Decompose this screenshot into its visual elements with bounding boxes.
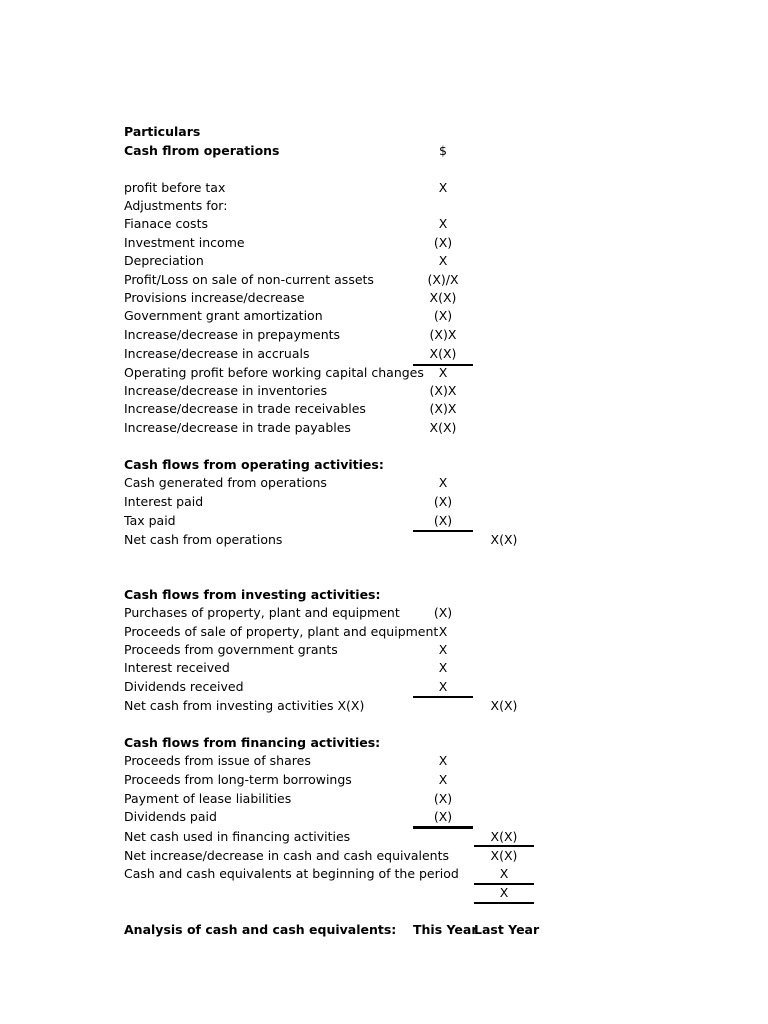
- row-label: Operating profit before working capital changes: [124, 365, 424, 380]
- total-rule: [474, 902, 534, 904]
- row-label: Net increase/decrease in cash and cash equivalents: [124, 848, 450, 863]
- row-value: X: [438, 660, 448, 675]
- table-row: [0, 252, 768, 270]
- financing-section-title: [0, 734, 768, 752]
- row-label: Increase/decrease in accruals: [124, 346, 310, 361]
- row-value: X(X): [429, 346, 457, 361]
- table-row: [0, 493, 768, 511]
- row-value: (X): [433, 235, 453, 250]
- row-value: (X): [433, 308, 453, 323]
- row-label: Proceeds of sale of property, plant and equipment: [124, 624, 439, 639]
- analysis-header-row: [0, 921, 768, 939]
- table-row: [0, 828, 768, 846]
- total-value: X: [499, 885, 509, 900]
- net-value: X(X): [490, 532, 518, 547]
- row-value: X: [438, 216, 448, 231]
- row-value: (X)X: [429, 401, 457, 416]
- row-label: Increase/decrease in trade receivables: [124, 401, 366, 416]
- table-row: [0, 215, 768, 233]
- row-label: Increase/decrease in inventories: [124, 383, 328, 398]
- table-row: [0, 531, 768, 549]
- row-value: X: [438, 642, 448, 657]
- row-particulars: [0, 123, 768, 141]
- row-value: (X): [433, 494, 453, 509]
- section-heading: Analysis of cash and cash equivalents:: [124, 922, 397, 937]
- row-label: Depreciation: [124, 253, 204, 268]
- table-row: [0, 771, 768, 789]
- row-value: (X)X: [429, 383, 457, 398]
- operating-section-title: [0, 456, 768, 474]
- row-label: Tax paid: [124, 513, 176, 528]
- table-row: [0, 197, 768, 215]
- this-year-header: This Year: [413, 922, 478, 937]
- row-label: Profit/Loss on sale of non-current assets: [124, 272, 374, 287]
- section-heading: Cash flows from financing activities:: [124, 735, 381, 750]
- table-row: [0, 364, 768, 382]
- table-row: [0, 790, 768, 808]
- table-row: [0, 474, 768, 492]
- particulars-heading: Particulars: [124, 124, 201, 139]
- section-heading: Cash flows from operating activities:: [124, 457, 384, 472]
- row-label: Proceeds from long-term borrowings: [124, 772, 352, 787]
- table-row: [0, 382, 768, 400]
- net-value: X(X): [490, 848, 518, 863]
- table-row: [0, 884, 768, 902]
- row-value: X(X): [429, 290, 457, 305]
- row-value: (X)X: [429, 327, 457, 342]
- table-row: [0, 604, 768, 622]
- row-label: Dividends paid: [124, 809, 217, 824]
- table-row: [0, 697, 768, 715]
- row-value: X(X): [429, 420, 457, 435]
- section-heading: Cash flows from investing activities:: [124, 587, 381, 602]
- row-label: Fianace costs: [124, 216, 208, 231]
- row-value: (X): [433, 513, 453, 528]
- row-label: Cash and cash equivalents at beginning of the period: [124, 866, 459, 881]
- row-value: X: [438, 365, 448, 380]
- table-row: [0, 847, 768, 865]
- row-label: Net cash from investing activities X(X): [124, 698, 365, 713]
- row-label: profit before tax: [124, 180, 226, 195]
- row-value: X: [438, 679, 448, 694]
- last-year-header: Last Year: [474, 922, 540, 937]
- row-value: X: [438, 253, 448, 268]
- net-value: X: [499, 866, 509, 881]
- currency-symbol: $: [439, 143, 447, 158]
- net-value: X(X): [490, 829, 518, 844]
- table-row: [0, 659, 768, 677]
- row-value: (X): [433, 605, 453, 620]
- row-label: Provisions increase/decrease: [124, 290, 305, 305]
- row-value: X: [438, 772, 448, 787]
- table-row: [0, 641, 768, 659]
- table-row: [0, 512, 768, 530]
- table-row: [0, 271, 768, 289]
- table-row: [0, 623, 768, 641]
- row-label: Proceeds from issue of shares: [124, 753, 311, 768]
- row-label: Increase/decrease in trade payables: [124, 420, 351, 435]
- row-value: (X)/X: [427, 272, 459, 287]
- table-row: [0, 419, 768, 437]
- table-row: [0, 752, 768, 770]
- row-label: Increase/decrease in prepayments: [124, 327, 341, 342]
- row-value: X: [438, 475, 448, 490]
- row-value: X: [438, 624, 448, 639]
- table-row: [0, 289, 768, 307]
- row-label: Net cash used in financing activities: [124, 829, 351, 844]
- row-value: (X): [433, 791, 453, 806]
- row-label: Net cash from operations: [124, 532, 283, 547]
- table-row: [0, 808, 768, 826]
- table-row: [0, 678, 768, 696]
- row-value: (X): [433, 809, 453, 824]
- row-label: Proceeds from government grants: [124, 642, 338, 657]
- row-label: Interest paid: [124, 494, 204, 509]
- row-value: X: [438, 753, 448, 768]
- cash-from-operations-heading: Cash flrom operations: [124, 143, 280, 158]
- row-label: Adjustments for:: [124, 198, 228, 213]
- row-label: Purchases of property, plant and equipment: [124, 605, 400, 620]
- investing-section-title: [0, 586, 768, 604]
- table-row: [0, 326, 768, 344]
- table-row: [0, 234, 768, 252]
- net-value: X(X): [490, 698, 518, 713]
- row-label: Cash generated from operations: [124, 475, 327, 490]
- table-row: [0, 307, 768, 325]
- row-label: Payment of lease liabilities: [124, 791, 292, 806]
- row-cash-from-operations: [0, 142, 768, 160]
- row-value: X: [438, 180, 448, 195]
- table-row: [0, 865, 768, 883]
- table-row: [0, 345, 768, 363]
- row-label: Investment income: [124, 235, 245, 250]
- table-row: [0, 179, 768, 197]
- row-label: Interest received: [124, 660, 230, 675]
- row-label: Dividends received: [124, 679, 244, 694]
- table-row: [0, 400, 768, 418]
- row-label: Government grant amortization: [124, 308, 323, 323]
